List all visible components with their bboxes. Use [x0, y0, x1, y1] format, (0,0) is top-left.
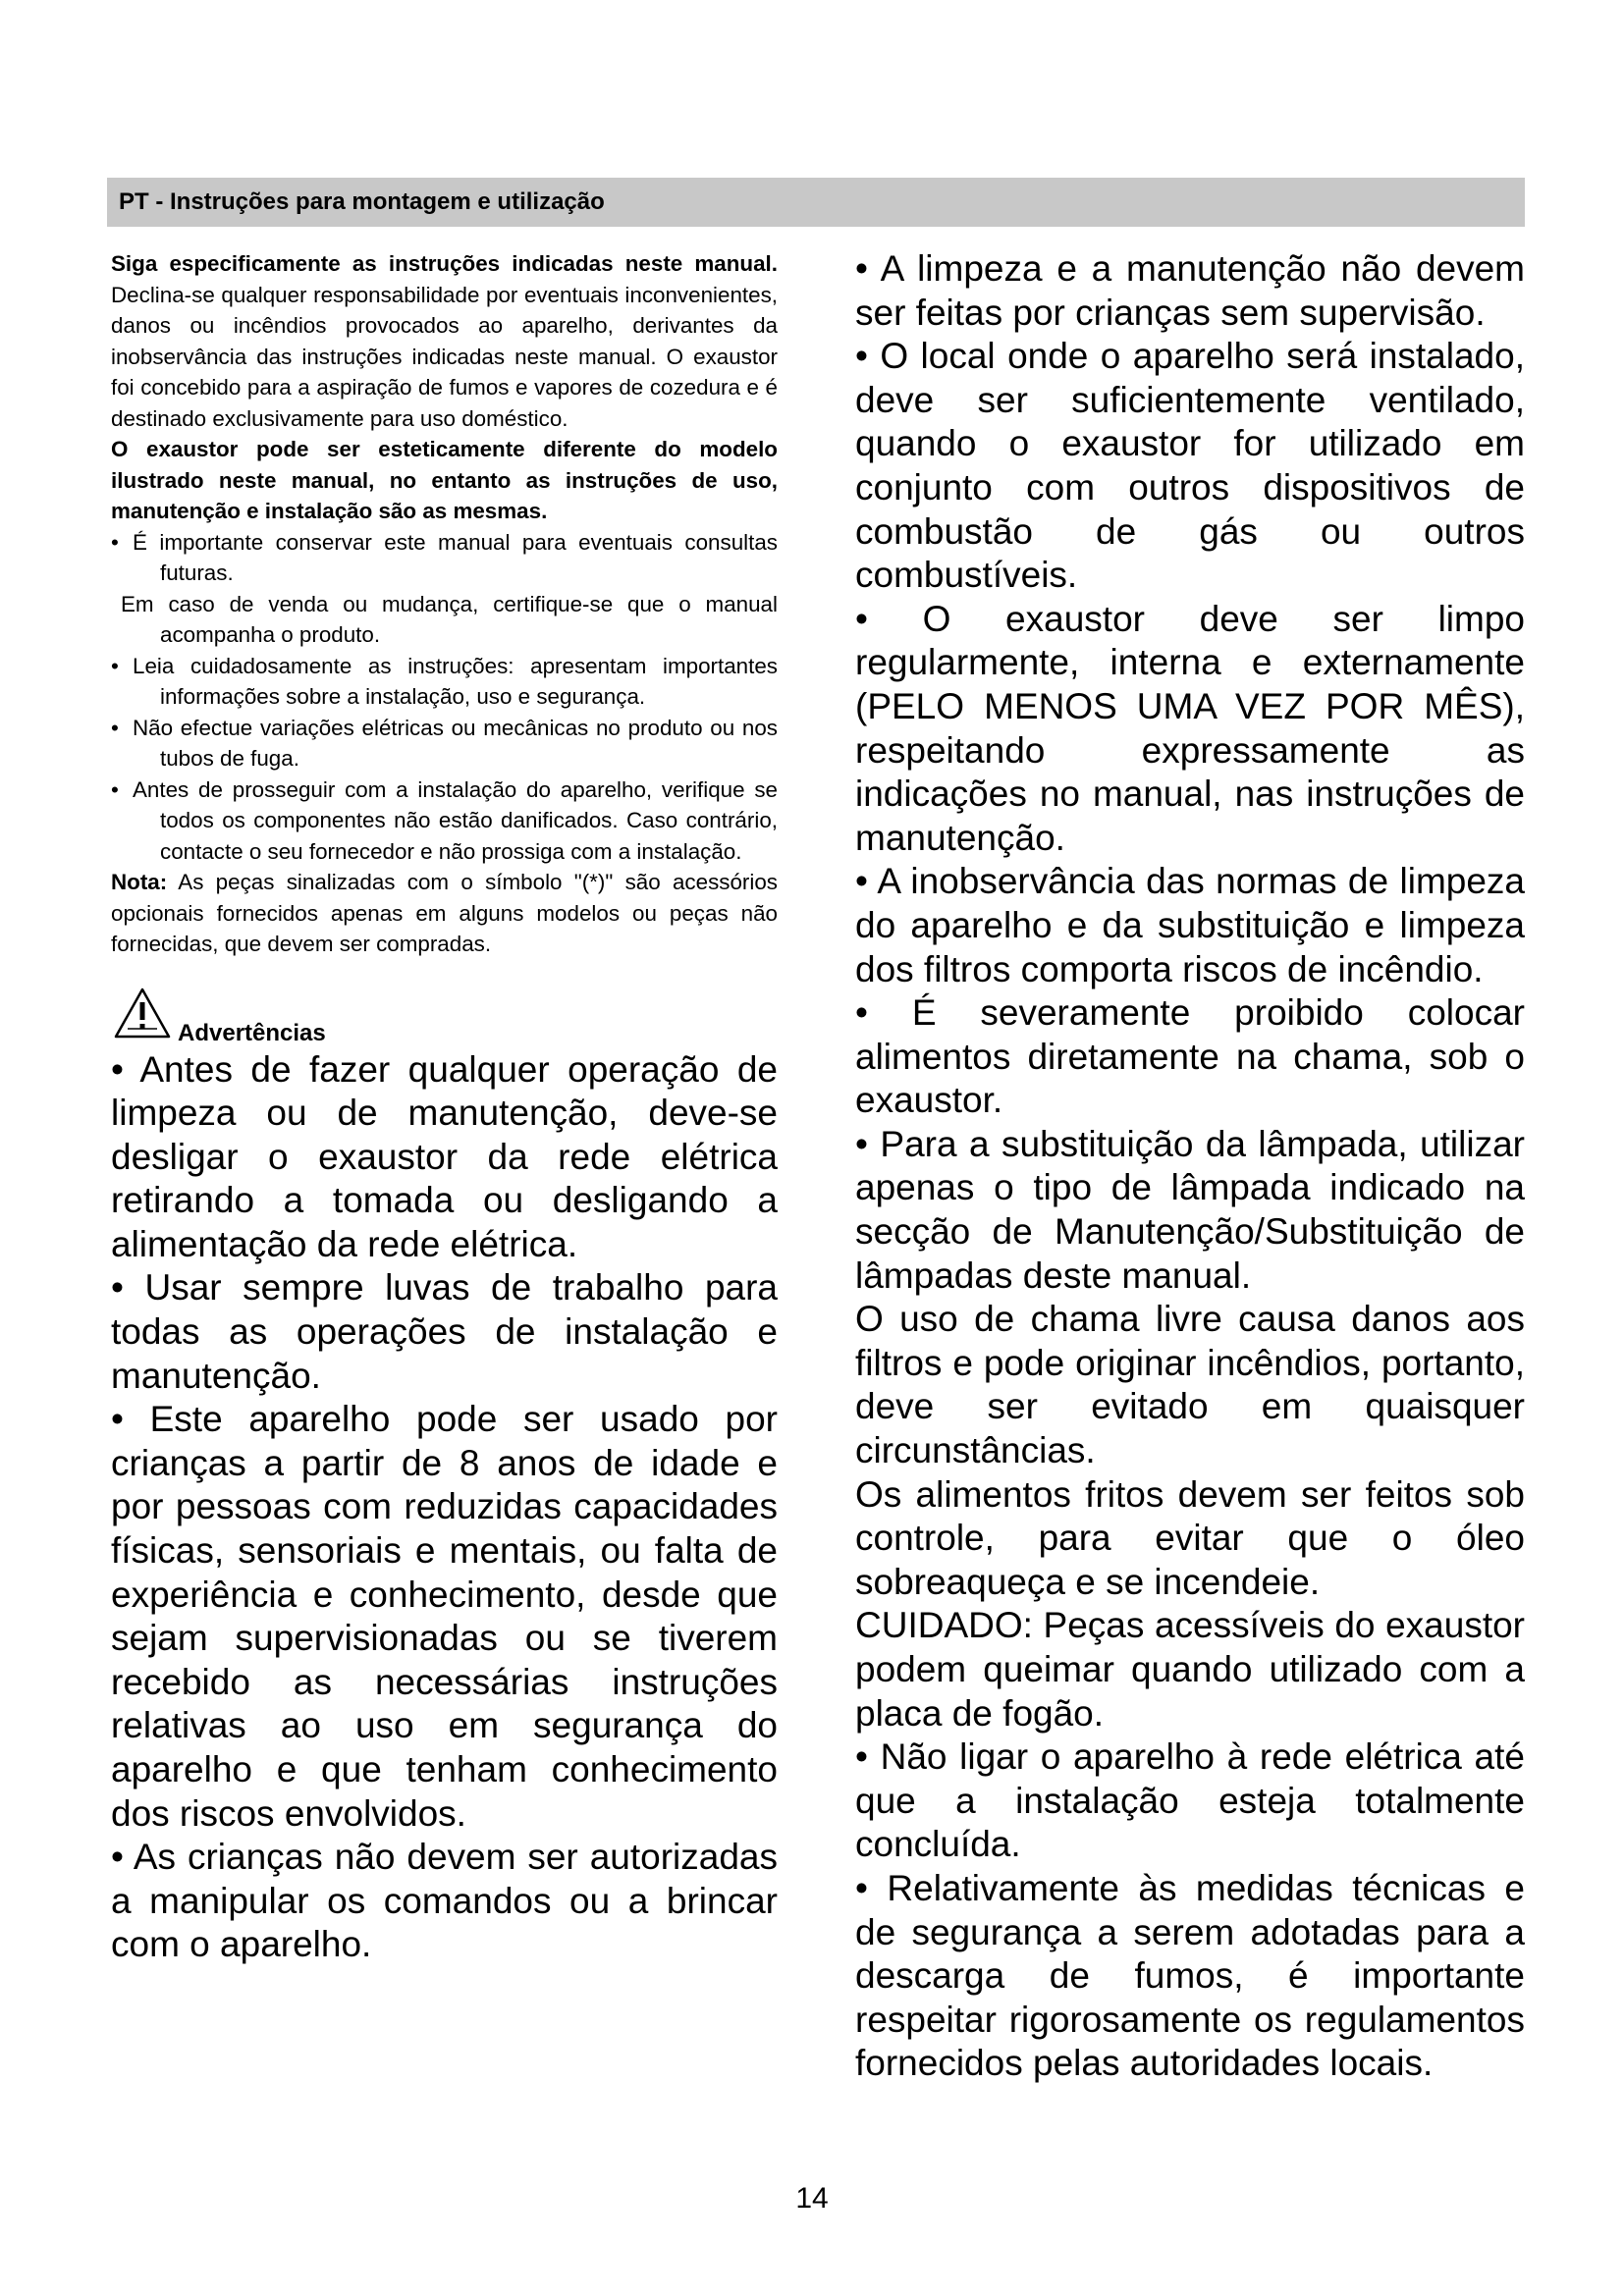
- section-title: PT - Instruções para montagem e utilização: [119, 188, 605, 215]
- warning-item: Os alimentos fritos devem ser feitos sob controle, para evitar que o óleo sobreaqueça e se incendeie.: [855, 1473, 1525, 1602]
- nota-label: Nota:: [111, 870, 168, 894]
- warning-item: • Não ligar o aparelho à rede elétrica até que a instalação esteja totalmente concluída.: [855, 1736, 1525, 1865]
- intro-lead: Siga especificamente as instruções indicadas neste manual.: [111, 251, 778, 276]
- warning-item: • O local onde o aparelho será instalado, deve ser suficientemente ventilado, quando o exaustor for utilizado em conjunto com outros dispositivos de combustão de gás ou outros combustíveis.: [855, 336, 1525, 596]
- warning-item: • Para a substituição da lâmpada, utilizar apenas o tipo de lâmpada indicado na secção de Manutenção/Substituição de lâmpadas deste manual.: [855, 1123, 1525, 1296]
- sale-note: Em caso de venda ou mudança, certifique-se que o manual acompanha o produto.: [121, 591, 778, 647]
- warning-item: • O exaustor deve ser limpo regularmente, interna e externamente (PELO MENOS UMA VEZ POR MÊS), respeitando expressamente as indicações no manual, nas instruções de manutenção.: [855, 598, 1525, 858]
- warning-item: • É severamente proibido colocar alimentos diretamente na chama, sob o exaustor.: [855, 992, 1525, 1121]
- section-header: [107, 178, 1525, 227]
- intro-bullet-1: • É importante conservar este manual para eventuais consultas futuras.: [111, 529, 778, 585]
- warning-item: • Usar sempre luvas de trabalho para todas as operações de instalação e manutenção.: [111, 1267, 778, 1396]
- model-note: O exaustor pode ser esteticamente diferente do modelo ilustrado neste manual, no entanto as instruções de uso, manutenção e instalação são as mesmas.: [111, 437, 778, 523]
- intro-bullet-2: • Leia cuidadosamente as instruções: apresentam importantes informações sobre a instalação, uso e segurança.: [111, 653, 778, 709]
- intro-paragraph: [111, 248, 778, 434]
- warning-item: CUIDADO: Peças acessíveis do exaustor podem queimar quando utilizado com a placa de fogão.: [855, 1605, 1525, 1734]
- warning-item: • A limpeza e a manutenção não devem ser feitas por crianças sem supervisão.: [855, 248, 1525, 333]
- intro-block: [111, 248, 778, 960]
- warning-triangle-icon: [112, 986, 173, 1041]
- intro-rest: Declina-se qualquer responsabilidade por eventuais inconvenientes, danos ou incêndios provocados ao aparelho, derivantes da inobservância das instruções indicadas neste manual. O exaustor foi concebido para a aspiração de fumos e vapores de cozedura e é destinado exclusivamente para uso doméstico.: [111, 282, 778, 431]
- warning-item: • A inobservância das normas de limpeza do aparelho e da substituição e limpeza dos filtros comporta riscos de incêndio.: [855, 861, 1525, 989]
- intro-bullet-3: • Não efectue variações elétricas ou mecânicas no produto ou nos tubos de fuga.: [111, 715, 778, 771]
- warning-item: • Este aparelho pode ser usado por crianças a partir de 8 anos de idade e por pessoas com reduzidas capacidades físicas, sensoriais e mentais, ou falta de experiência e conhecimento, desde que sejam supervisionadas ou se tiverem recebido as necessárias instruções relativas ao uso em segurança do aparelho e que tenham conhecimento dos riscos envolvidos.: [111, 1399, 778, 1834]
- warning-item: O uso de chama livre causa danos aos filtros e pode originar incêndios, portanto, deve ser evitado em quaisquer circunstâncias.: [855, 1299, 1525, 1471]
- warning-item: • As crianças não devem ser autorizadas a manipular os comandos ou a brincar com o aparelho.: [111, 1837, 778, 1965]
- warning-item: • Relativamente às medidas técnicas e de segurança a serem adotadas para a descarga de fumos, é importante respeitar rigorosamente os regulamentos fornecidos pelas autoridades locais.: [855, 1867, 1525, 2084]
- warnings-right-list: [855, 247, 1525, 2086]
- left-column: [111, 248, 778, 1967]
- intro-bullet-4: • Antes de prosseguir com a instalação do aparelho, verifique se todos os componentes não estão danificados. Caso contrário, contacte o seu fornecedor e não prossiga com a instalação.: [111, 776, 778, 864]
- right-column: [855, 247, 1525, 2086]
- page-number: 14: [795, 2182, 829, 2215]
- warnings-left-list: [111, 1048, 778, 1967]
- warnings-heading: [111, 986, 778, 1048]
- warnings-title: Advertências: [178, 1019, 326, 1046]
- warning-item: • Antes de fazer qualquer operação de limpeza ou de manutenção, deve-se desligar o exaustor da rede elétrica retirando a tomada ou desligando a alimentação da rede elétrica.: [111, 1048, 778, 1264]
- nota-paragraph: Nota: As peças sinalizadas com o símbolo "(*)" são acessórios opcionais fornecidos apenas em alguns modelos ou peças não fornecidas, que devem ser compradas.: [111, 870, 778, 956]
